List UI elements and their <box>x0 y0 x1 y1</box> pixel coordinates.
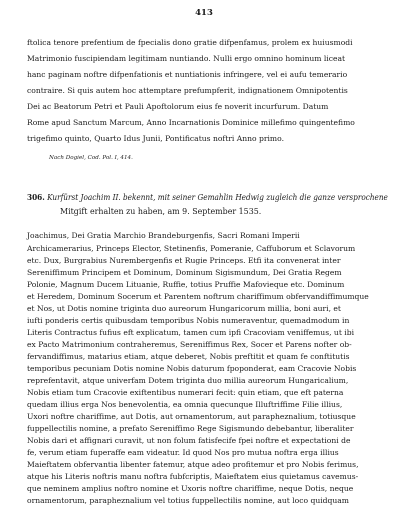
body-line: Sereniffimum Principem et Dominum, Dominum Sigismundum, Dei Gratia Regem <box>27 268 342 277</box>
body-line: que neminem amplius noftro nomine et Uxoris noftre chariffime, neque Dotis, neque <box>27 484 354 493</box>
body-line: Literis Contractus fufius eft explicatum, tamen cum ipfi Cracoviam veniffemus, ut ibi <box>27 328 354 337</box>
body-line: fuppellectilis nomine, a prefato Sereniffimo Rege Sigismundo debebantur, liberaliter <box>27 424 354 433</box>
body-line: fe, verum etiam fuperaffe eam videatur. Id quod Nos pro mutua noftra erga illius <box>27 448 339 457</box>
body-line: temporibus pecuniam Dotis nomine Nobis daturum fpoponderat, eam Cracovie Nobis <box>27 364 357 373</box>
body-line: et Nos, ut Dotis nomine triginta duo aureorum Hungaricorum millia, boni auri, et <box>27 304 341 313</box>
intro-line: hanc paginam noftre difpenfationis et nuntiationis infringere, vel ei aufu temerario <box>27 70 348 79</box>
body-line: atque his Literis noftris manu noftra fubfcriptis, Maieftatem eius quietamus cavemus- <box>27 472 359 481</box>
body-line: Joachimus, Dei Gratia Marchio Brandeburgenfis, Sacri Romani Imperii <box>27 231 300 240</box>
body-line: Nobis etiam tum Cracovie exiftentibus numerari fecit: quin etiam, que eft paterna <box>27 388 344 397</box>
heading-line: Mitgift erhalten zu haben, am 9. September 1535. <box>60 207 262 216</box>
intro-line: ftolica tenore prefentium de fpecialis dono gratie difpenfamus, prolem ex huiusmodi <box>27 38 353 47</box>
intro-line: contraire. Si quis autem hoc attemptare prefumpferit, indignationem Omnipotentis <box>27 86 348 95</box>
intro-line: Rome apud Sanctum Marcum, Anno Incarnationis Dominice millefimo quingentefimo <box>27 118 355 127</box>
body-line: etc. Dux, Burgrabius Nurembergenfis et Rugie Princeps. Etfi ita convenerat inter <box>27 256 341 265</box>
body-line: et Heredem, Dominum Socerum et Parentem noftrum chariffimum obfervandiffimumque <box>27 292 369 301</box>
body-line: reprefentavit, atque univerfam Dotem triginta duo millia aureorum Hungaricalium, <box>27 376 349 385</box>
intro-line: Matrimonio fuscipiendam legitimam nuntiando. Nulli ergo omnino hominum liceat <box>27 54 346 63</box>
source-footnote: Nach Dogiel, Cod. Pol. I, 414. <box>49 155 133 161</box>
page-number: 413 <box>195 8 213 18</box>
heading-line: Kurfürst Joachim II. bekennt, mit seiner Gemahlin Hedwig zugleich die ganze versprochene <box>47 193 388 202</box>
body-line: ornamentorum, parapheznalium vel totius fuppellectilis nomine, aut loco quidquam <box>27 496 350 505</box>
body-line: Polonie, Magnum Ducem Lituanie, Ruffie, totius Pruffie Mafovieque etc. Dominum <box>27 280 345 289</box>
body-line: Uxori noftre chariffime, aut Dotis, aut ornamentorum, aut parapheznalium, totiusque <box>27 412 356 421</box>
intro-line: Dei ac Beatorum Petri et Pauli Apoftolorum eius fe noverit incurfurum. Datum <box>27 102 329 111</box>
body-line: ex Pacto Matrimonium contraheremus, Sereniffimus Rex, Socer et Parens nofter ob- <box>27 340 352 349</box>
body-line: iufti ponderis certis quibusdam temporibus Nobis numeraventur, quemadmodum in <box>27 316 350 325</box>
body-line: quedam illius erga Nos benevolentia, ea omnia quecunque Illuftriffime Filie illius, <box>27 400 343 409</box>
body-line: Nobis dari et affignari curavit, ut non folum fatisfecife fpei noftre et expectationi de <box>27 436 351 445</box>
intro-line: trigefimo quinto, Quarto Idus Junii, Pontificatus noftri Anno primo. <box>27 134 284 143</box>
body-line: Archicamerarius, Princeps Elector, Stetinenfis, Pomeranie, Caffuborum et Sclavorum <box>27 244 356 253</box>
document-number: 306. <box>27 193 45 202</box>
body-line: fervandiffimus, matarius etiam, atque deberet, Nobis preftitit et quam fe conftitutis <box>27 352 350 361</box>
body-line: Maieftatem obfervantia libenter fatemur, atque adeo profitemur et pro Nobis ferimus, <box>27 460 359 469</box>
